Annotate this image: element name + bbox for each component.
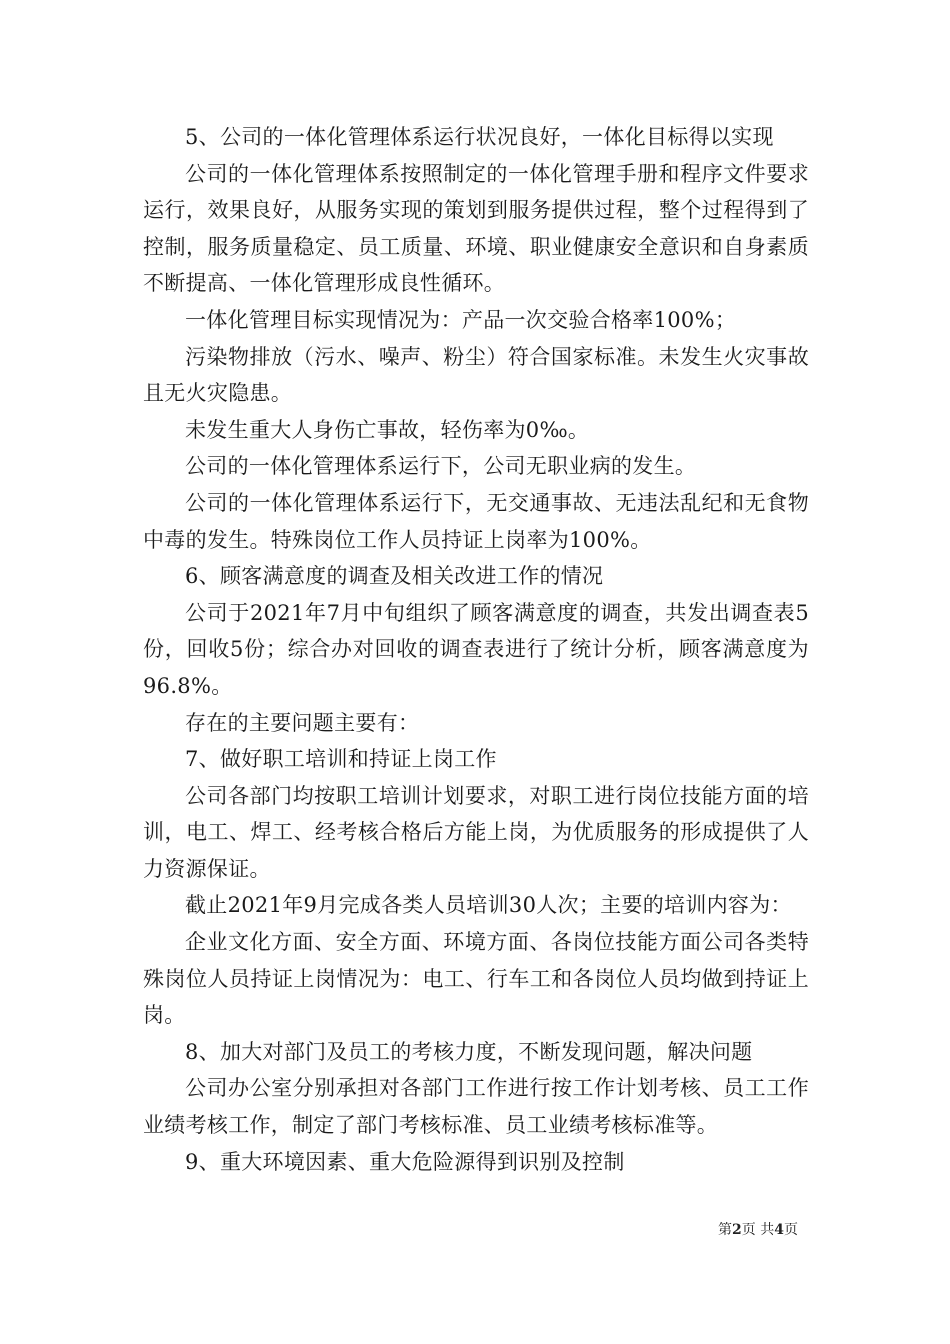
section-5-heading: 5、公司的一体化管理体系运行状况良好，一体化目标得以实现 [185,125,774,149]
current-page-number: 2 [732,1222,742,1238]
footer-prefix: 第 [718,1222,732,1238]
document-body [143,119,809,1180]
paragraph-training-plan: 公司各部门均按职工培训计划要求，对职工进行岗位技能方面的培训，电工、焊工、经考核合格后方能上岗，为优质服务的形成提供了人力资源保证。 [143,783,809,881]
paragraph-training-content: 企业文化方面、安全方面、环境方面、各岗位技能方面公司各类特殊岗位人员持证上岗情况为：电工、行车工和各岗位人员均做到持证上岗。 [143,930,809,1028]
section-9-heading: 9、重大环境因素、重大危险源得到识别及控制 [185,1149,625,1174]
section-8-heading: 8、加大对部门及员工的考核力度，不断发现问题，解决问题 [185,1039,753,1064]
paragraph-main-problems: 存在的主要问题主要有： [185,710,420,735]
footer-suffix: 页 [783,1222,798,1238]
paragraph-target-result: 一体化管理目标实现情况为：产品一次交验合格率100%； [185,307,737,332]
section-7-heading: 7、做好职工培训和持证上岗工作 [185,747,497,772]
paragraph-pollution: 污染物排放（污水、噪声、粉尘）符合国家标准。未发生火灾事故且无火灾隐患。 [143,344,809,406]
total-page-number: 4 [774,1222,784,1238]
paragraph-satisfaction-survey: 公司于2021年7月中旬组织了顾客满意度的调查，共发出调查表5份，回收5份；综合办对回收的调查表进行了统计分析，顾客满意度为96.8%。 [143,600,809,698]
footer-middle: 页 共 [741,1222,775,1238]
paragraph-injury: 未发生重大人身伤亡事故，轻伤率为0‰。 [185,417,590,442]
section-6-heading: 6、顾客满意度的调查及相关改进工作的情况 [185,564,604,589]
paragraph-traffic-accident: 公司的一体化管理体系运行下，无交通事故、无违法乱纪和无食物中毒的发生。特殊岗位工作人员持证上岗率为100%。 [143,490,809,552]
paragraph-management-system: 公司的一体化管理体系按照制定的一体化管理手册和程序文件要求运行，效果良好，从服务实现的策划到服务提供过程，整个过程得到了控制，服务质量稳定、员工质量、环境、职业健康安全意识和自身素质不断提高、一体化管理形成良性循环。 [143,161,809,296]
paragraph-training-count: 截止2021年9月完成各类人员培训30人次；主要的培训内容为： [185,893,792,918]
paragraph-assessment: 公司办公室分别承担对各部门工作进行按工作计划考核、员工工作业绩考核工作，制定了部门考核标准、员工业绩考核标准等。 [143,1076,809,1138]
page-footer [718,1219,818,1239]
paragraph-occupational-disease: 公司的一体化管理体系运行下，公司无职业病的发生。 [185,454,697,479]
